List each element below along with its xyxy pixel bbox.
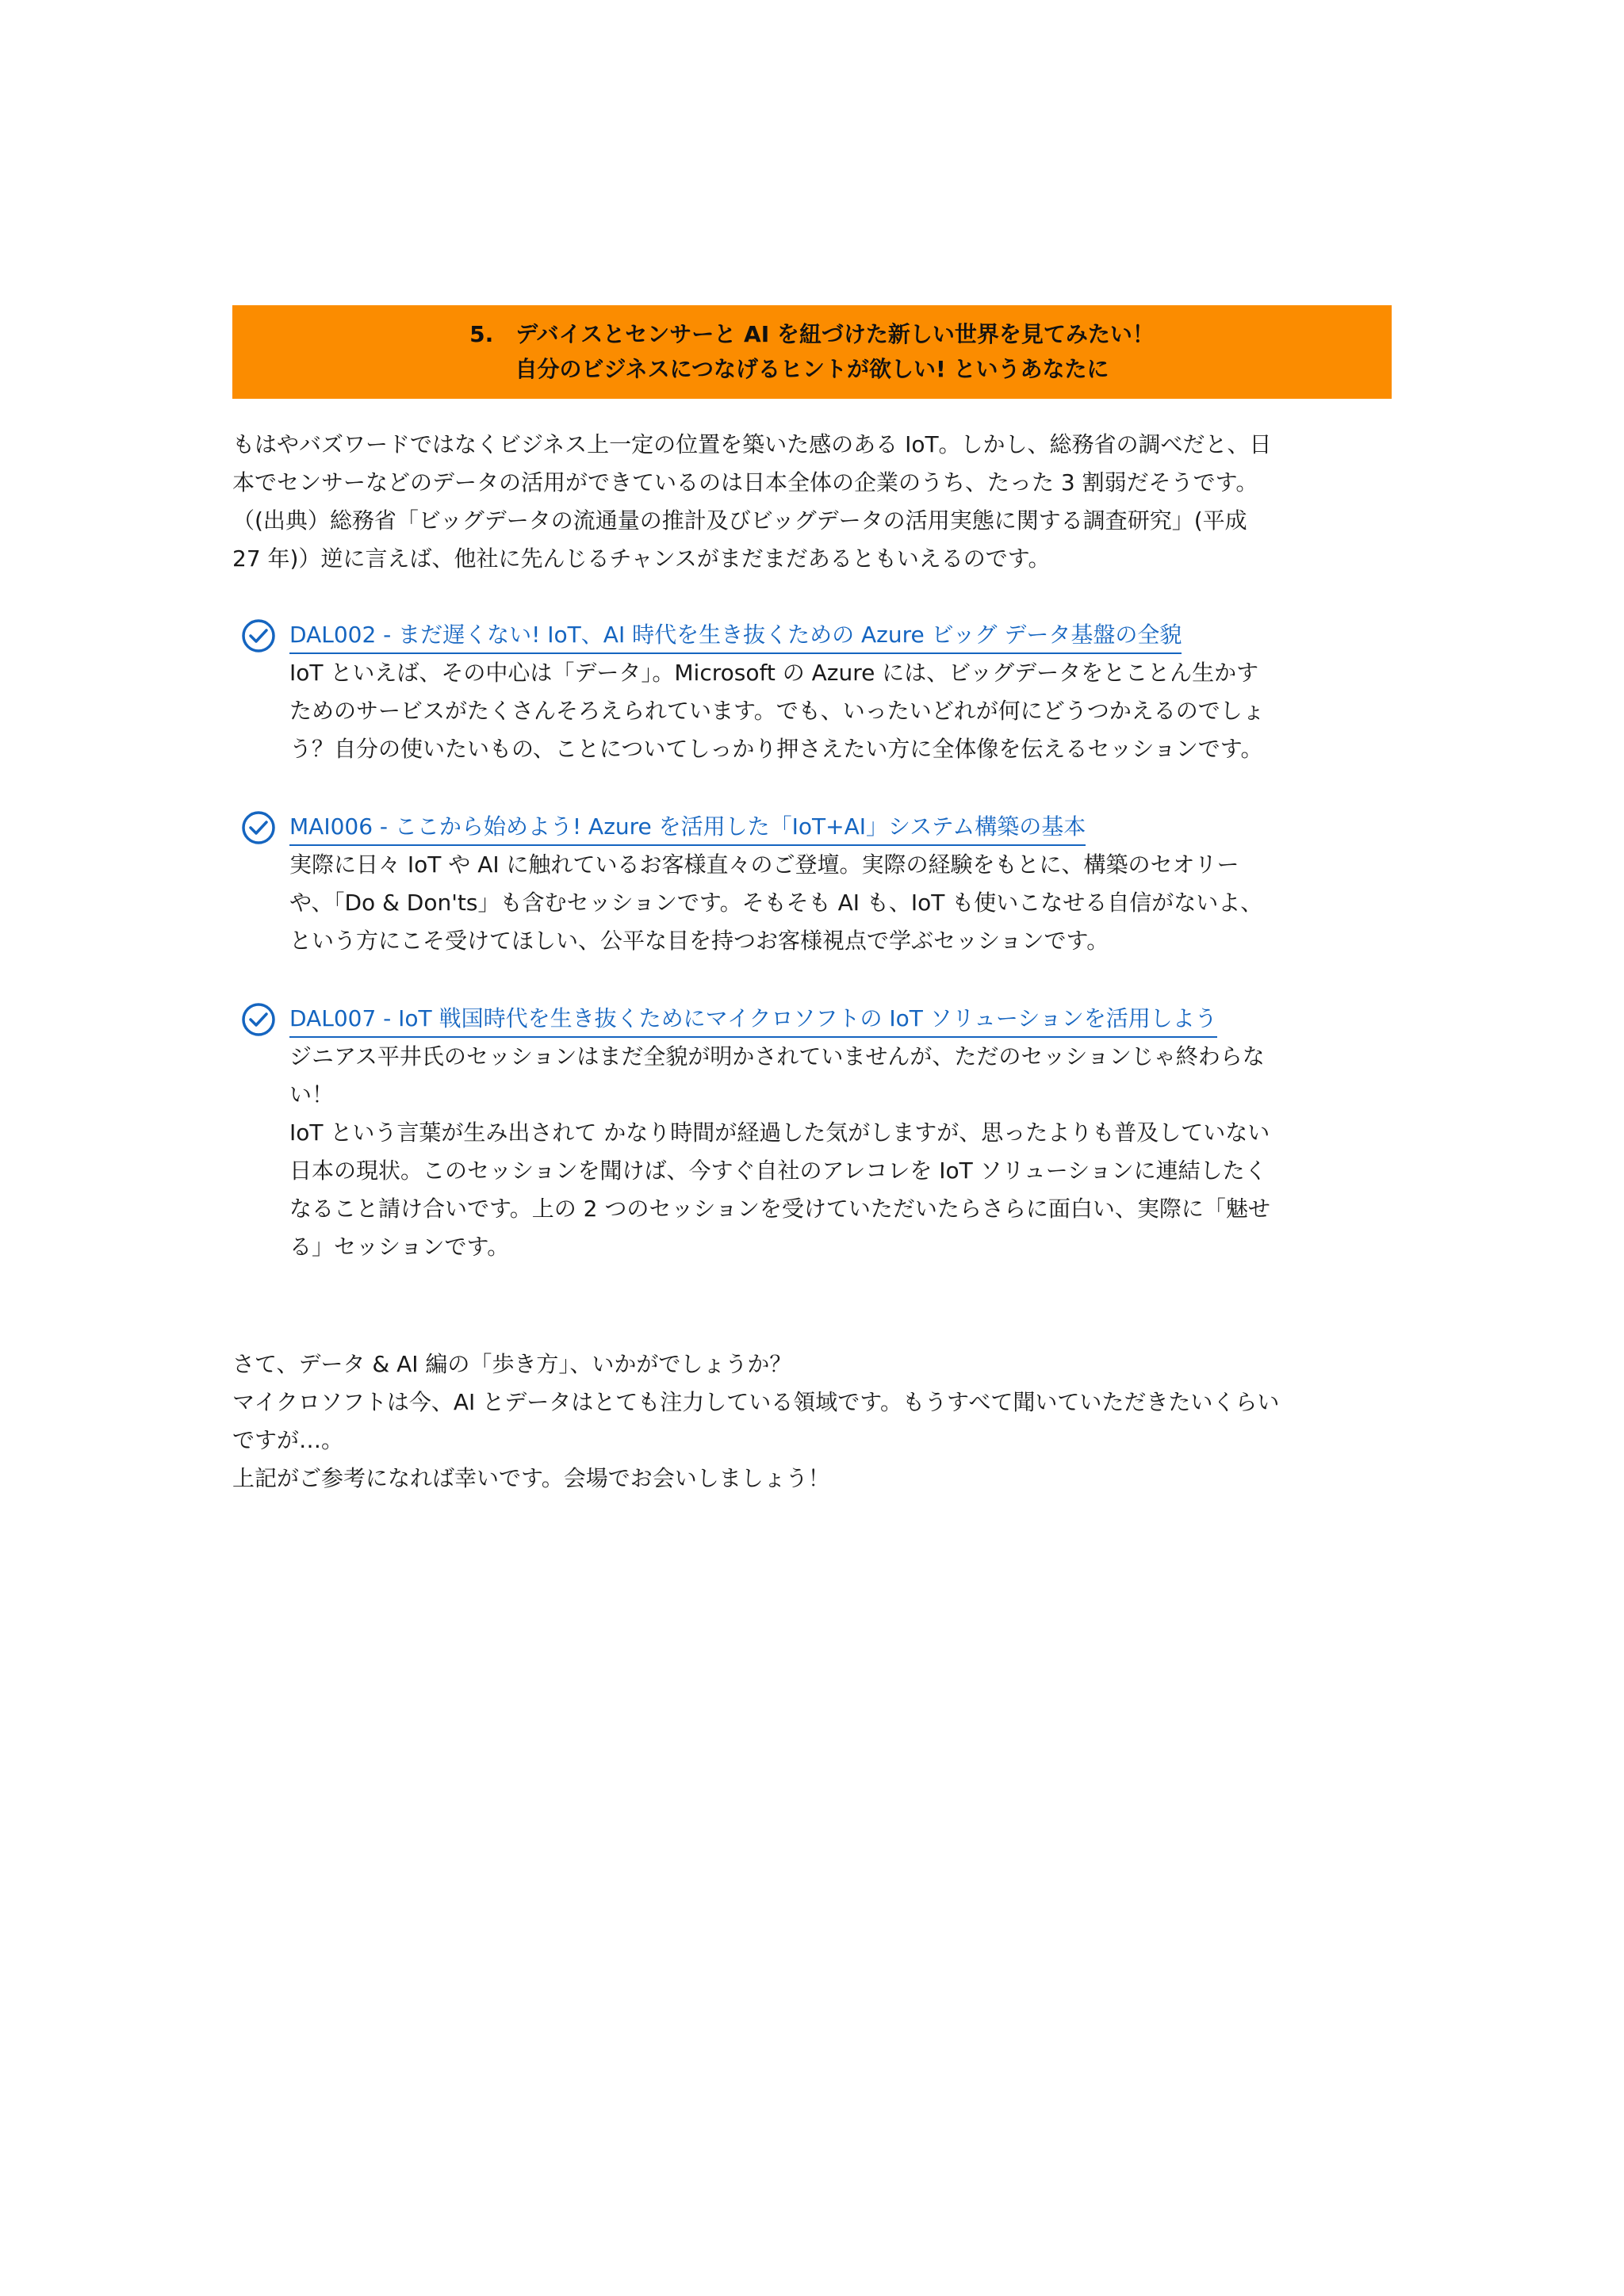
intro-line: 本でセンサーなどのデータの活用ができているのは日本全体の企業のうち、たった 3 割弱だそうです。: [232, 469, 1258, 496]
session-description: [289, 846, 1392, 960]
session-description-line: IoT といえば、その中心は「データ」。Microsoft の Azure には、ビッグデータをとことん生かす: [289, 660, 1259, 686]
session-item-mai006: [232, 809, 1392, 960]
check-circle-icon: [240, 1001, 277, 1038]
session-description-line: 実際に日々 IoT や AI に触れているお客様直々のご登壇。実際の経験をもとに、構築のセオリー: [289, 851, 1239, 878]
session-description: [289, 654, 1392, 768]
closing-line: さて、データ & AI 編の「歩き方」、いかがでしょうか？: [232, 1351, 792, 1377]
session-description-line: 日本の現状。このセッションを聞けば、今すぐ自社のアレコレを IoT ソリューションに連結したく: [289, 1158, 1267, 1184]
banner-title-line-2: 自分のビジネスにつなげるヒントが欲しい! というあなたに: [515, 356, 1109, 382]
session-description-line: や、「Do & Don'ts」も含むセッションです。そもそも AI も、IoT も使いこなせる自信がないよ、: [289, 890, 1263, 916]
session-description-line: ジニアス平井氏のセッションはまだ全貌が明かされていませんが、ただのセッションじゃ終わらな: [289, 1043, 1265, 1070]
session-description-line: る」セッションです。: [289, 1234, 510, 1260]
session-description-line: IoT という言葉が生み出されて かなり時間が経過した気がしますが、思ったよりも普及していない: [289, 1119, 1270, 1146]
closing-paragraph: [232, 1345, 1392, 1498]
intro-line: 27 年)）逆に言えば、他社に先んじるチャンスがまだまだあるともいえるのです。: [232, 545, 1051, 572]
session-description-line: なること請け合いです。上の 2 つのセッションを受けていただいたらさらに面白い、実際に「魅せ: [289, 1196, 1270, 1222]
check-circle-icon: [240, 809, 277, 846]
session-description-line: い！: [289, 1081, 335, 1108]
banner-title-line-1: 5. デバイスとセンサーと AI を紐づけた新しい世界を見てみたい！: [469, 321, 1155, 347]
session-description-line: う？自分の使いたいもの、ことについてしっかり押さえたい方に全体像を伝えるセッションです。: [289, 736, 1263, 762]
intro-line: （(出典）総務省「ビッグデータの流通量の推計及びビッグデータの活用実態に関する調査研究」(平成: [232, 507, 1247, 534]
intro-paragraph: [232, 426, 1392, 578]
intro-line: もはやバズワードではなくビジネス上一定の位置を築いた感のある IoT。しかし、総務省の調べだと、日: [232, 431, 1272, 457]
session-item-dal007: [232, 1001, 1392, 1266]
closing-line: マイクロソフトは今、AI とデータはとても注力している領域です。もうすべて聞いていただきたいくらい: [232, 1389, 1280, 1415]
check-circle-icon: [240, 618, 277, 654]
session-description: [289, 1038, 1392, 1266]
session-description-line: ためのサービスがたくさんそろえられています。でも、いったいどれが何にどうつかえるのでしょ: [289, 698, 1265, 724]
session-link-dal002[interactable]: DAL002 - まだ遅くない! IoT、AI 時代を生き抜くための Azure ビッグ データ基盤の全貌: [289, 618, 1182, 654]
session-description-line: という方にこそ受けてほしい、公平な目を持つお客様視点で学ぶセッションです。: [289, 928, 1109, 954]
document-page: [232, 305, 1392, 1498]
session-link-mai006[interactable]: MAI006 - ここから始めよう! Azure を活用した「IoT+AI」システム構築の基本: [289, 809, 1086, 846]
section-banner: [232, 305, 1392, 399]
closing-line: 上記がご参考になれば幸いです。会場でお会いしましょう！: [232, 1465, 830, 1491]
closing-line: ですが…。: [232, 1427, 344, 1453]
session-link-dal007[interactable]: DAL007 - IoT 戦国時代を生き抜くためにマイクロソフトの IoT ソリューションを活用しよう: [289, 1001, 1217, 1038]
session-item-dal002: [232, 618, 1392, 768]
